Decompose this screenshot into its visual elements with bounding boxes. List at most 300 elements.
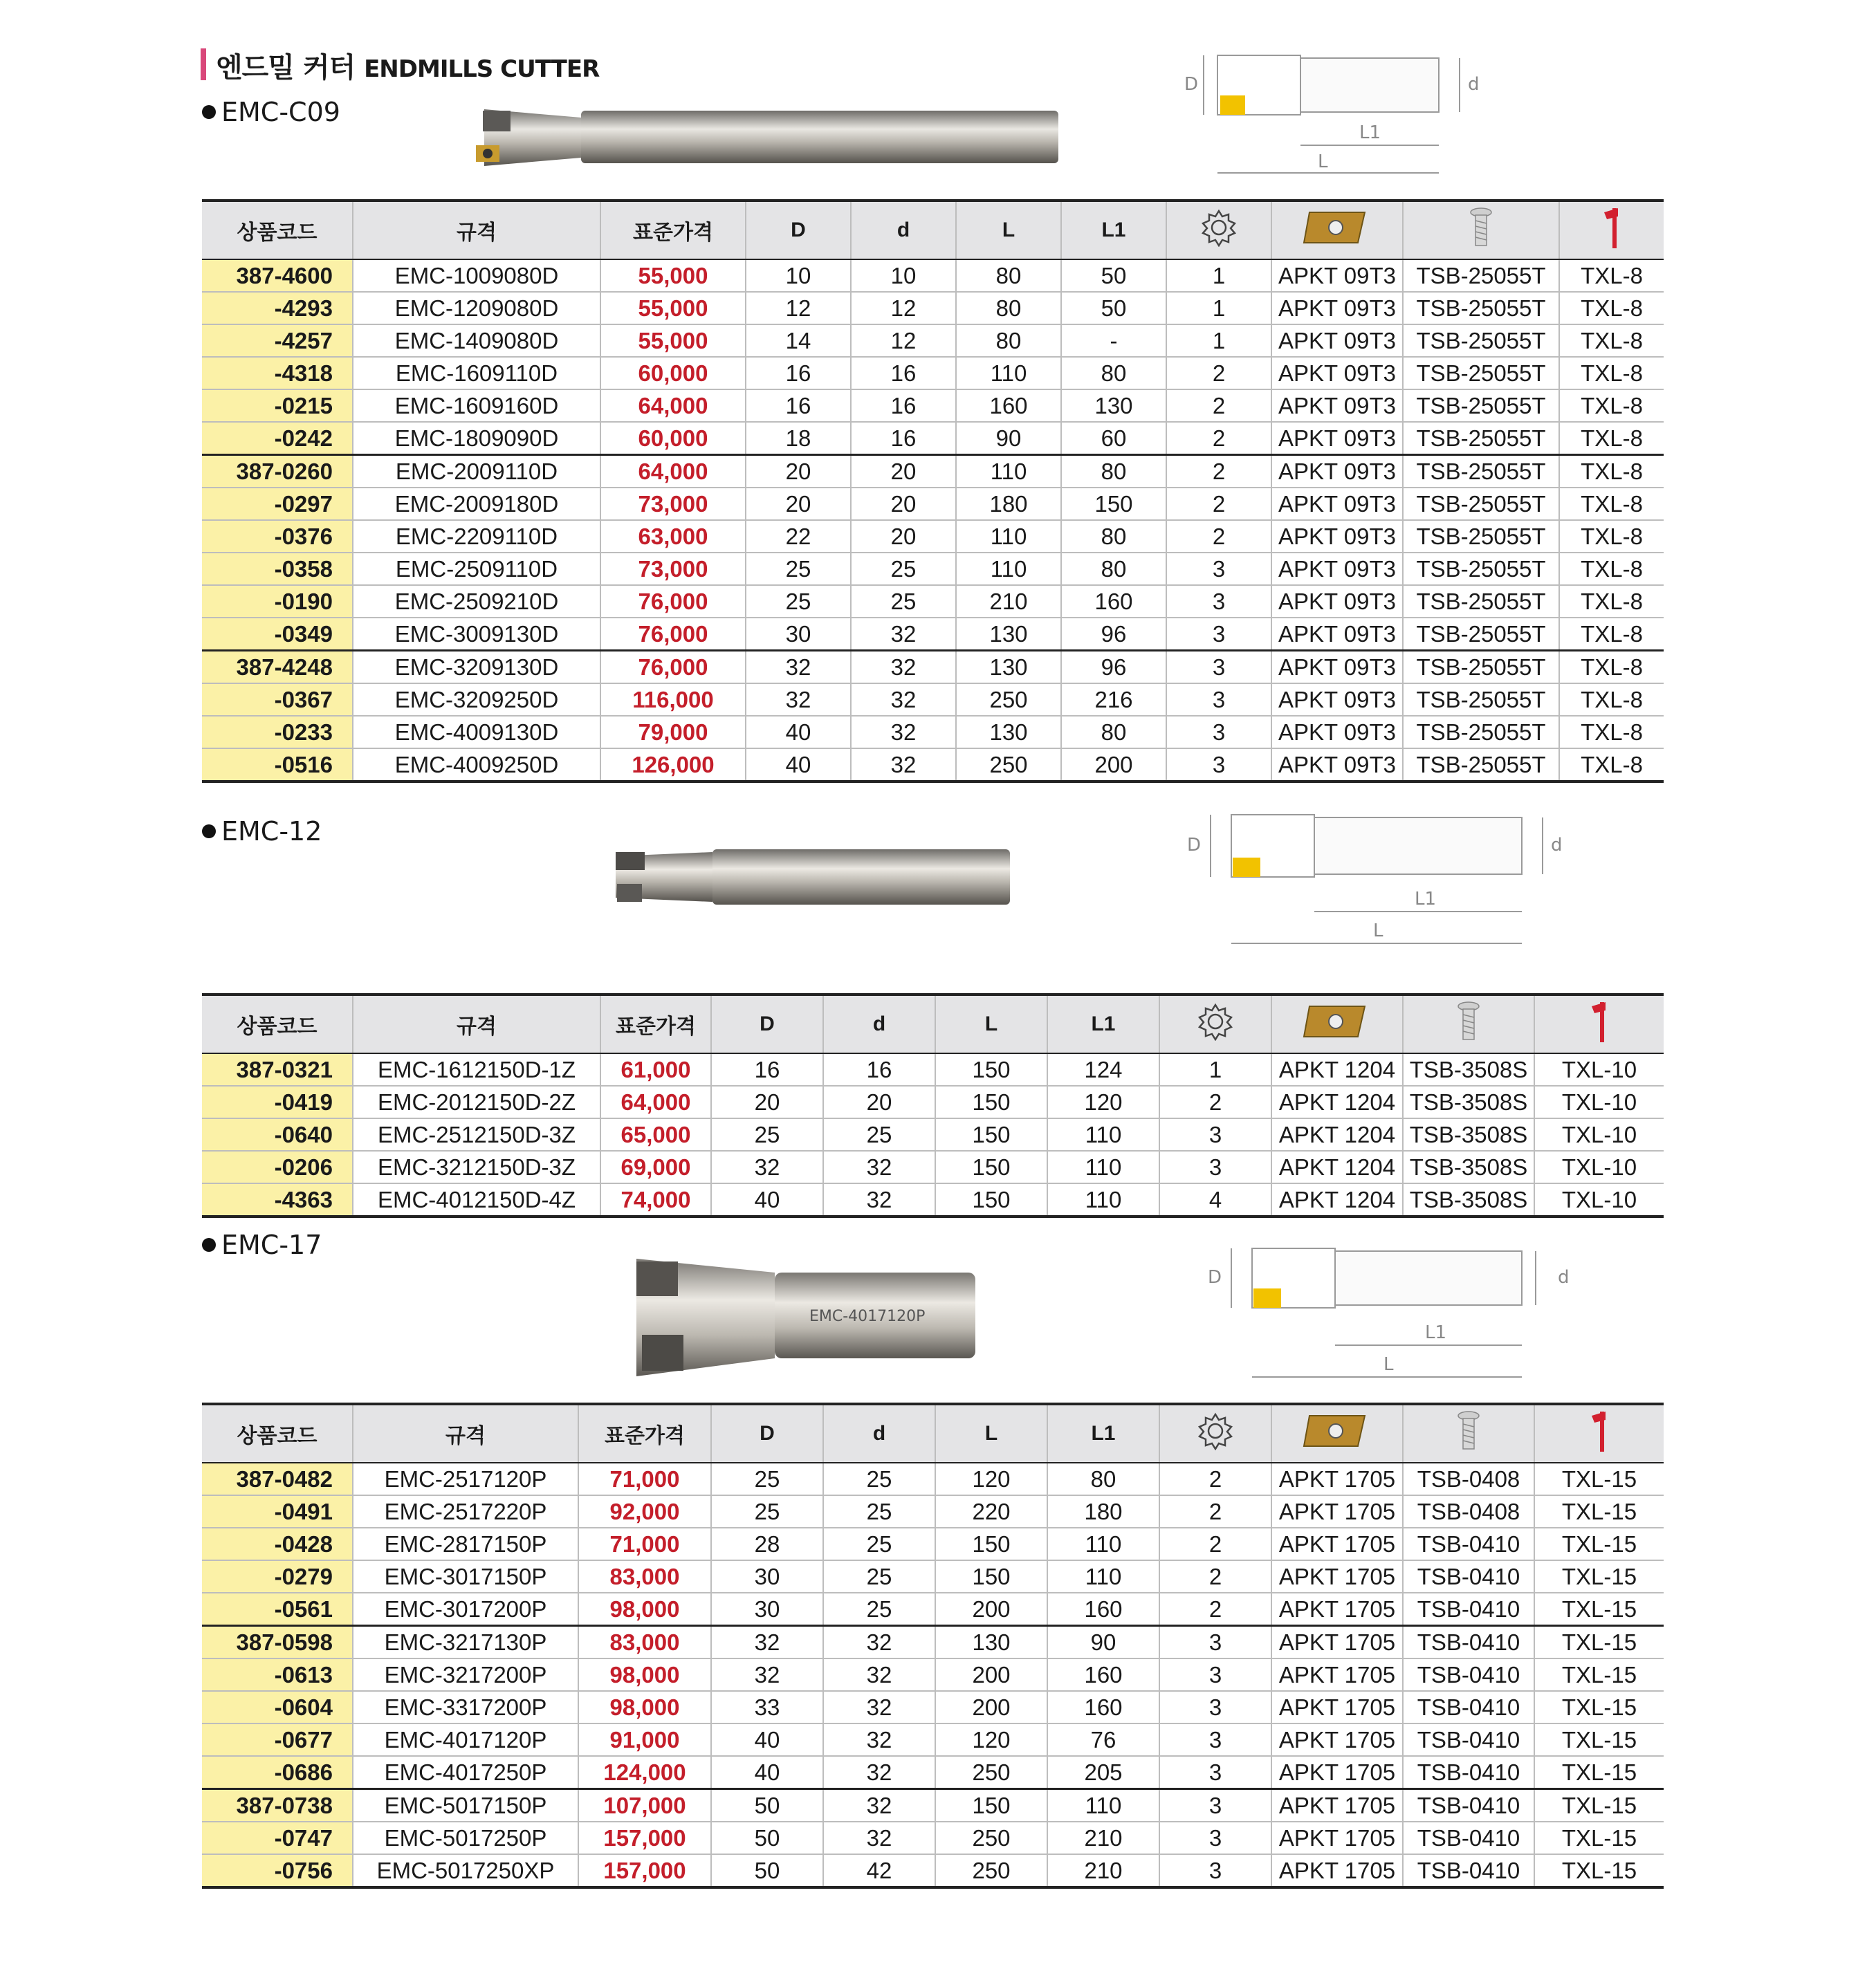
cell-length: 150 [935, 1528, 1047, 1560]
header-dia-big: D [746, 201, 851, 259]
cell-spec: EMC-2009180D [353, 488, 600, 520]
cell-wrench: TXL-8 [1559, 585, 1664, 618]
cell-wrench: TXL-10 [1534, 1086, 1664, 1118]
cell-dia-shank: 16 [851, 389, 956, 422]
cell-teeth: 2 [1159, 1593, 1271, 1626]
cell-code: 387-4600 [202, 259, 353, 292]
cell-wrench: TXL-15 [1534, 1593, 1664, 1626]
cell-price: 71,000 [578, 1528, 711, 1560]
cell-length-l1: 110 [1047, 1560, 1159, 1593]
cell-teeth: 1 [1166, 259, 1271, 292]
cell-length-l1: 80 [1061, 520, 1166, 553]
cell-spec: EMC-1009080D [353, 259, 600, 292]
cell-length: 200 [935, 1593, 1047, 1626]
cell-teeth: 3 [1159, 1691, 1271, 1723]
cell-teeth: 1 [1166, 292, 1271, 324]
cell-insert: APKT 1705 [1271, 1723, 1403, 1756]
svg-text:D: D [1187, 835, 1202, 856]
cell-dia-shank: 25 [851, 553, 956, 585]
cell-spec: EMC-2817150P [353, 1528, 578, 1560]
cell-insert: APKT 1705 [1271, 1560, 1403, 1593]
cell-dia-shank: 32 [823, 1822, 935, 1854]
cell-dia-shank: 20 [851, 455, 956, 488]
cell-spec: EMC-3209250D [353, 683, 600, 716]
table-header-row [202, 1404, 1664, 1463]
cell-insert: APKT 1705 [1271, 1822, 1403, 1854]
cell-code: -0613 [202, 1658, 353, 1691]
cell-dia-big: 14 [746, 324, 851, 357]
cell-price: 73,000 [600, 553, 746, 585]
cell-code: 387-0738 [202, 1789, 353, 1822]
cell-spec: EMC-1409080D [353, 324, 600, 357]
cell-dia-shank: 32 [851, 651, 956, 684]
cell-dia-shank: 12 [851, 324, 956, 357]
cell-length-l1: 205 [1047, 1756, 1159, 1789]
table-row [202, 553, 1664, 585]
cell-screw: TSB-3508S [1403, 1053, 1534, 1086]
header-code: 상품코드 [202, 201, 353, 259]
header-code: 상품코드 [202, 995, 353, 1053]
table-row [202, 520, 1664, 553]
cell-length: 80 [956, 292, 1061, 324]
cell-wrench: TXL-15 [1534, 1495, 1664, 1528]
cell-teeth: 2 [1159, 1463, 1271, 1495]
cell-length-l1: 124 [1047, 1053, 1159, 1086]
cell-wrench: TXL-15 [1534, 1756, 1664, 1789]
cell-dia-big: 32 [711, 1151, 823, 1183]
cell-length: 250 [935, 1854, 1047, 1887]
header-wrench-icon [1534, 995, 1664, 1053]
table-row [202, 585, 1664, 618]
header-screw-icon [1403, 201, 1559, 259]
cell-insert: APKT 1705 [1271, 1495, 1403, 1528]
cell-dia-big: 25 [711, 1118, 823, 1151]
table-row [202, 422, 1664, 455]
cell-screw: TSB-0410 [1403, 1854, 1534, 1887]
cell-screw: TSB-25055T [1403, 683, 1559, 716]
cell-wrench: TXL-8 [1559, 292, 1664, 324]
table-row [202, 716, 1664, 748]
cell-wrench: TXL-10 [1534, 1118, 1664, 1151]
cell-price: 55,000 [600, 259, 746, 292]
cell-length: 250 [956, 683, 1061, 716]
cell-insert: APKT 1705 [1271, 1756, 1403, 1789]
table-row [202, 683, 1664, 716]
cell-spec: EMC-5017150P [353, 1789, 578, 1822]
cell-spec: EMC-3017150P [353, 1560, 578, 1593]
svg-text:D: D [1184, 74, 1199, 95]
product-photo-emc-17 [623, 1252, 982, 1383]
cell-wrench: TXL-8 [1559, 259, 1664, 292]
table-row [202, 1723, 1664, 1756]
cell-length: 150 [935, 1151, 1047, 1183]
cell-screw: TSB-0410 [1403, 1789, 1534, 1822]
cell-price: 92,000 [578, 1495, 711, 1528]
cell-length: 130 [956, 618, 1061, 651]
cell-length-l1: 110 [1047, 1183, 1159, 1217]
table-row [202, 1822, 1664, 1854]
header-dia-big: D [711, 1404, 823, 1463]
svg-text:d: d [1551, 835, 1563, 856]
cell-price: 157,000 [578, 1854, 711, 1887]
cell-insert: APKT 1204 [1271, 1118, 1403, 1151]
cell-dia-shank: 32 [851, 618, 956, 651]
cell-length-l1: 110 [1047, 1151, 1159, 1183]
cell-length: 80 [956, 259, 1061, 292]
cell-insert: APKT 09T3 [1271, 748, 1403, 782]
cell-price: 76,000 [600, 651, 746, 684]
cell-screw: TSB-25055T [1403, 324, 1559, 357]
cell-dia-shank: 25 [823, 1593, 935, 1626]
screw-icon [1469, 207, 1493, 254]
cell-price: 64,000 [600, 1086, 711, 1118]
cell-screw: TSB-0410 [1403, 1626, 1534, 1659]
cell-spec: EMC-5017250P [353, 1822, 578, 1854]
cell-price: 61,000 [600, 1053, 711, 1086]
cell-dia-shank: 32 [851, 716, 956, 748]
cell-spec: EMC-2009110D [353, 455, 600, 488]
cell-screw: TSB-0410 [1403, 1691, 1534, 1723]
table-header-row [202, 995, 1664, 1053]
cell-code: -0279 [202, 1560, 353, 1593]
cell-insert: APKT 09T3 [1271, 357, 1403, 389]
gear-teeth-icon [1196, 1412, 1235, 1456]
cell-screw: TSB-25055T [1403, 389, 1559, 422]
table-row [202, 1854, 1664, 1887]
cell-dia-big: 33 [711, 1691, 823, 1723]
cell-code: 387-0321 [202, 1053, 353, 1086]
cell-dia-shank: 32 [823, 1658, 935, 1691]
cell-spec: EMC-3317200P [353, 1691, 578, 1723]
cell-price: 124,000 [578, 1756, 711, 1789]
cell-spec: EMC-3217200P [353, 1658, 578, 1691]
cell-screw: TSB-0410 [1403, 1723, 1534, 1756]
header-screw-icon [1403, 1404, 1534, 1463]
cell-length: 150 [935, 1560, 1047, 1593]
cell-length: 120 [935, 1723, 1047, 1756]
cell-insert: APKT 1705 [1271, 1658, 1403, 1691]
cell-code: -0367 [202, 683, 353, 716]
table-header-row [202, 201, 1664, 259]
table-row [202, 259, 1664, 292]
cell-wrench: TXL-15 [1534, 1560, 1664, 1593]
table-row [202, 1560, 1664, 1593]
cell-screw: TSB-25055T [1403, 553, 1559, 585]
cell-length: 200 [935, 1658, 1047, 1691]
cell-dia-shank: 32 [823, 1723, 935, 1756]
cell-length-l1: 80 [1061, 357, 1166, 389]
cell-price: 107,000 [578, 1789, 711, 1822]
cell-teeth: 3 [1159, 1854, 1271, 1887]
cell-code: -0747 [202, 1822, 353, 1854]
cell-price: 79,000 [600, 716, 746, 748]
product-photo-emc-12 [609, 842, 1017, 912]
section-label-emc-12: EMC-12 [202, 816, 322, 847]
cell-teeth: 2 [1159, 1495, 1271, 1528]
cell-code: 387-4248 [202, 651, 353, 684]
cell-length: 130 [935, 1626, 1047, 1659]
cell-wrench: TXL-15 [1534, 1626, 1664, 1659]
header-insert-icon [1271, 995, 1403, 1053]
page-title-ko: 엔드밀 커터 [216, 52, 356, 84]
cell-screw: TSB-0410 [1403, 1593, 1534, 1626]
table-row [202, 1151, 1664, 1183]
cell-dia-shank: 20 [823, 1086, 935, 1118]
cell-length: 130 [956, 651, 1061, 684]
insert-icon [1303, 208, 1372, 252]
cell-insert: APKT 09T3 [1271, 455, 1403, 488]
cell-wrench: TXL-8 [1559, 422, 1664, 455]
cell-screw: TSB-25055T [1403, 357, 1559, 389]
cell-length-l1: 96 [1061, 651, 1166, 684]
cell-screw: TSB-25055T [1403, 618, 1559, 651]
table-row [202, 1118, 1664, 1151]
cell-spec: EMC-2012150D-2Z [353, 1086, 600, 1118]
cell-teeth: 2 [1166, 455, 1271, 488]
header-wrench-icon [1559, 201, 1664, 259]
cell-screw: TSB-25055T [1403, 585, 1559, 618]
cell-dia-big: 12 [746, 292, 851, 324]
table-row [202, 1495, 1664, 1528]
cell-wrench: TXL-8 [1559, 488, 1664, 520]
cell-price: 98,000 [578, 1691, 711, 1723]
cell-spec: EMC-2517220P [353, 1495, 578, 1528]
cell-spec: EMC-2509210D [353, 585, 600, 618]
cell-insert: APKT 1705 [1271, 1854, 1403, 1887]
cell-code: -0376 [202, 520, 353, 553]
cell-length-l1: 180 [1047, 1495, 1159, 1528]
cell-price: 69,000 [600, 1151, 711, 1183]
cell-screw: TSB-25055T [1403, 651, 1559, 684]
section-label-emc-17: EMC-17 [202, 1230, 322, 1260]
cell-dia-big: 20 [746, 455, 851, 488]
cell-wrench: TXL-8 [1559, 618, 1664, 651]
cell-length: 130 [956, 716, 1061, 748]
cell-length: 80 [956, 324, 1061, 357]
cell-code: 387-0598 [202, 1626, 353, 1659]
table-row [202, 1691, 1664, 1723]
cell-dia-shank: 25 [823, 1560, 935, 1593]
cell-insert: APKT 09T3 [1271, 259, 1403, 292]
cell-insert: APKT 09T3 [1271, 520, 1403, 553]
cell-insert: APKT 1705 [1271, 1691, 1403, 1723]
cell-wrench: TXL-8 [1559, 748, 1664, 782]
cell-insert: APKT 09T3 [1271, 618, 1403, 651]
cell-length: 250 [935, 1756, 1047, 1789]
cell-code: -0604 [202, 1691, 353, 1723]
cell-teeth: 3 [1166, 618, 1271, 651]
cell-screw: TSB-3508S [1403, 1183, 1534, 1217]
svg-text:L: L [1383, 1354, 1394, 1375]
cell-code: -0297 [202, 488, 353, 520]
cell-insert: APKT 1204 [1271, 1053, 1403, 1086]
cell-length: 250 [956, 748, 1061, 782]
cell-dia-shank: 32 [823, 1151, 935, 1183]
cell-length-l1: 110 [1047, 1528, 1159, 1560]
cell-screw: TSB-25055T [1403, 259, 1559, 292]
cell-price: 126,000 [600, 748, 746, 782]
cell-spec: EMC-3017200P [353, 1593, 578, 1626]
cell-teeth: 3 [1166, 651, 1271, 684]
cell-length-l1: 50 [1061, 259, 1166, 292]
cell-insert: APKT 09T3 [1271, 324, 1403, 357]
table-row [202, 1658, 1664, 1691]
cell-dia-shank: 32 [851, 748, 956, 782]
cell-length: 150 [935, 1053, 1047, 1086]
cell-dia-shank: 10 [851, 259, 956, 292]
cell-dia-big: 32 [746, 683, 851, 716]
table-row [202, 488, 1664, 520]
cell-length-l1: - [1061, 324, 1166, 357]
table-row [202, 1593, 1664, 1626]
dimension-diagram-emc-c09 [1169, 48, 1556, 187]
cell-length: 110 [956, 553, 1061, 585]
cell-dia-shank: 42 [823, 1854, 935, 1887]
cell-wrench: TXL-8 [1559, 651, 1664, 684]
cell-length: 220 [935, 1495, 1047, 1528]
cell-wrench: TXL-15 [1534, 1723, 1664, 1756]
cell-code: -4293 [202, 292, 353, 324]
svg-text:d: d [1558, 1267, 1570, 1288]
table-row [202, 292, 1664, 324]
cell-code: -0516 [202, 748, 353, 782]
cell-code: -4257 [202, 324, 353, 357]
cell-dia-shank: 20 [851, 520, 956, 553]
header-wrench-icon [1534, 1404, 1664, 1463]
cell-wrench: TXL-10 [1534, 1151, 1664, 1183]
cell-dia-shank: 16 [823, 1053, 935, 1086]
cell-spec: EMC-4009250D [353, 748, 600, 782]
cell-code: 387-0482 [202, 1463, 353, 1495]
header-dia-big: D [711, 995, 823, 1053]
table-row [202, 389, 1664, 422]
cell-length-l1: 160 [1061, 585, 1166, 618]
cell-code: -0206 [202, 1151, 353, 1183]
cell-dia-big: 30 [711, 1560, 823, 1593]
cell-dia-big: 32 [711, 1658, 823, 1691]
cell-length: 110 [956, 455, 1061, 488]
cell-length-l1: 80 [1061, 455, 1166, 488]
cell-dia-big: 16 [711, 1053, 823, 1086]
section-label-emc-c09: EMC-C09 [202, 97, 340, 127]
cell-dia-shank: 25 [851, 585, 956, 618]
cell-screw: TSB-25055T [1403, 292, 1559, 324]
cell-wrench: TXL-15 [1534, 1528, 1664, 1560]
table-row [202, 1626, 1664, 1659]
cell-teeth: 2 [1159, 1560, 1271, 1593]
cell-length-l1: 60 [1061, 422, 1166, 455]
cell-length: 150 [935, 1789, 1047, 1822]
cell-length: 160 [956, 389, 1061, 422]
cell-code: -0190 [202, 585, 353, 618]
table-row [202, 651, 1664, 684]
svg-text:D: D [1208, 1267, 1222, 1288]
cell-price: 71,000 [578, 1463, 711, 1495]
cell-code: -0358 [202, 553, 353, 585]
cell-insert: APKT 09T3 [1271, 683, 1403, 716]
table-row [202, 1528, 1664, 1560]
cell-spec: EMC-2517120P [353, 1463, 578, 1495]
header-price: 표준가격 [578, 1404, 711, 1463]
cell-dia-shank: 25 [823, 1528, 935, 1560]
cell-screw: TSB-25055T [1403, 488, 1559, 520]
cell-price: 64,000 [600, 455, 746, 488]
cell-teeth: 2 [1159, 1086, 1271, 1118]
table-row [202, 1756, 1664, 1789]
cell-screw: TSB-0408 [1403, 1495, 1534, 1528]
cell-insert: APKT 1705 [1271, 1463, 1403, 1495]
cell-dia-big: 40 [746, 748, 851, 782]
cell-wrench: TXL-8 [1559, 324, 1664, 357]
cell-dia-big: 40 [711, 1183, 823, 1217]
cell-dia-shank: 32 [823, 1691, 935, 1723]
cell-price: 83,000 [578, 1626, 711, 1659]
title-accent-bar [201, 48, 206, 80]
cell-dia-shank: 32 [823, 1626, 935, 1659]
cell-dia-shank: 32 [823, 1183, 935, 1217]
cell-insert: APKT 09T3 [1271, 585, 1403, 618]
cell-length-l1: 150 [1061, 488, 1166, 520]
cell-code: -0233 [202, 716, 353, 748]
svg-text:L: L [1373, 921, 1383, 941]
cell-length-l1: 90 [1047, 1626, 1159, 1659]
cell-dia-big: 30 [711, 1593, 823, 1626]
cell-dia-shank: 25 [823, 1463, 935, 1495]
cell-length: 210 [956, 585, 1061, 618]
cell-price: 74,000 [600, 1183, 711, 1217]
header-dia-shank: d [823, 1404, 935, 1463]
svg-text:L1: L1 [1359, 122, 1381, 143]
table-row [202, 1183, 1664, 1217]
cell-code: -0686 [202, 1756, 353, 1789]
cell-price: 157,000 [578, 1822, 711, 1854]
cell-spec: EMC-3217130P [353, 1626, 578, 1659]
cell-dia-big: 50 [711, 1822, 823, 1854]
cell-teeth: 1 [1159, 1053, 1271, 1086]
header-length-l1: L1 [1061, 201, 1166, 259]
cell-dia-big: 25 [746, 553, 851, 585]
cell-screw: TSB-25055T [1403, 455, 1559, 488]
cell-code: -0349 [202, 618, 353, 651]
table-row [202, 1463, 1664, 1495]
cell-screw: TSB-25055T [1403, 748, 1559, 782]
cell-insert: APKT 09T3 [1271, 716, 1403, 748]
cell-length: 200 [935, 1691, 1047, 1723]
cell-length: 110 [956, 357, 1061, 389]
cell-insert: APKT 09T3 [1271, 389, 1403, 422]
cell-price: 55,000 [600, 324, 746, 357]
table-row [202, 324, 1664, 357]
spec-table-emc-17 [202, 1403, 1664, 1889]
cell-wrench: TXL-8 [1559, 455, 1664, 488]
cell-length-l1: 80 [1061, 716, 1166, 748]
cell-insert: APKT 1204 [1271, 1151, 1403, 1183]
cell-price: 73,000 [600, 488, 746, 520]
header-length: L [935, 995, 1047, 1053]
cell-dia-big: 18 [746, 422, 851, 455]
cell-dia-big: 16 [746, 357, 851, 389]
cell-teeth: 2 [1166, 520, 1271, 553]
cell-spec: EMC-1809090D [353, 422, 600, 455]
header-spec: 규격 [353, 1404, 578, 1463]
header-insert-icon [1271, 201, 1403, 259]
cell-insert: APKT 1705 [1271, 1593, 1403, 1626]
cell-price: 60,000 [600, 357, 746, 389]
svg-text:L: L [1318, 151, 1328, 172]
cell-spec: EMC-2512150D-3Z [353, 1118, 600, 1151]
cell-code: -4318 [202, 357, 353, 389]
cell-teeth: 2 [1166, 422, 1271, 455]
